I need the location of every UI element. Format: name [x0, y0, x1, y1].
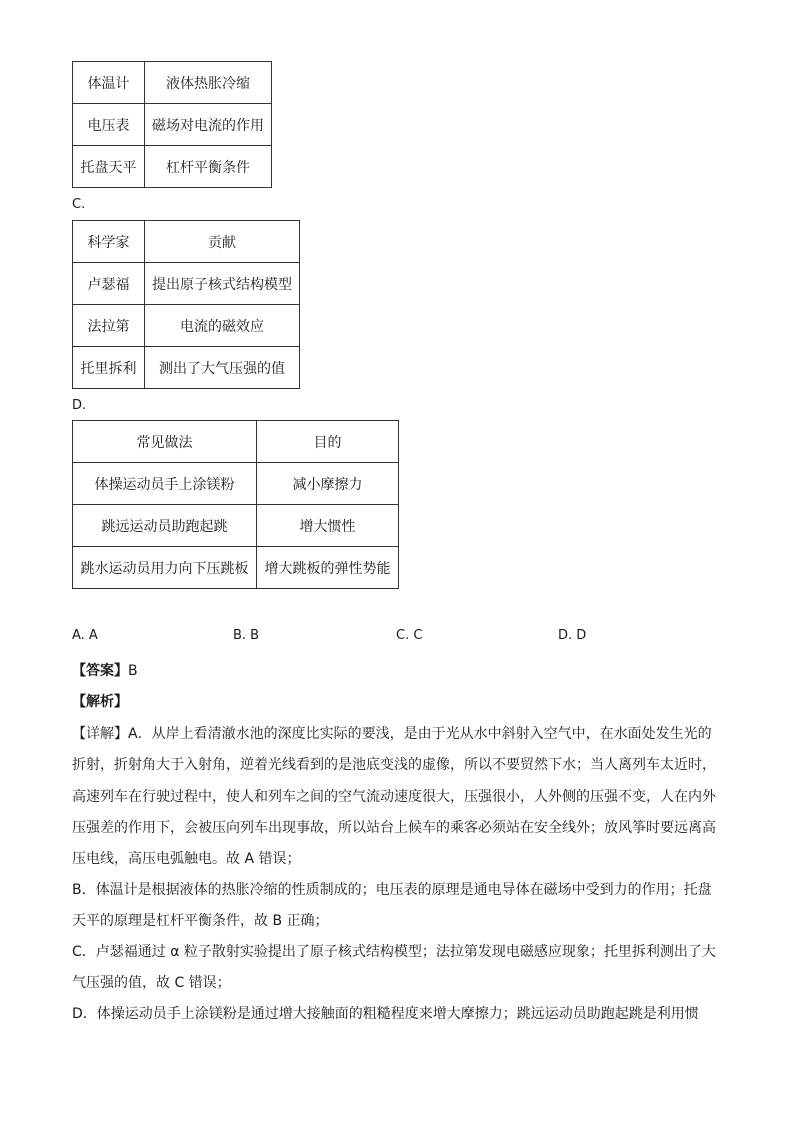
- explanation-line: C．卢瑟福通过 α 粒子散射实验提出了原子核式结构模型；法拉第发现电磁感应现象；托里拆利测出了大: [72, 944, 716, 960]
- answer-value: B: [128, 663, 138, 679]
- table-header-cell: 科学家: [73, 221, 145, 263]
- table-row: [73, 463, 399, 505]
- table-cell: 杠杆平衡条件: [145, 146, 272, 188]
- analysis-label: 【解析】: [72, 694, 128, 710]
- explanation-line: 压强差的作用下，会被压向列车出现事故，所以站台上候车的乘客必须站在安全线外；放风筝时要远离高: [72, 820, 716, 836]
- explanation-line: 压电线，高压电弧触电。故 A 错误；: [72, 851, 301, 867]
- answer-line: [72, 660, 138, 680]
- table-row: [73, 146, 272, 188]
- option-a: A. A: [72, 628, 98, 643]
- table-cell: 电流的磁效应: [145, 305, 300, 347]
- table-cell: 跳水运动员用力向下压跳板: [73, 547, 257, 589]
- explanation-line: 高速列车在行驶过程中，使人和列车之间的空气流动速度很大，压强很小，人外侧的压强不变，人在内外: [72, 789, 716, 805]
- table-cell: 测出了大气压强的值: [145, 347, 300, 389]
- explanation-line: D．体操运动员手上涂镁粉是通过增大接触面的粗糙程度来增大摩擦力；跳远运动员助跑起跳是利用惯: [72, 1006, 699, 1022]
- explanation-line: 【详解】A．从岸上看清澈水池的深度比实际的要浅，是由于光从水中斜射入空气中，在水面处发生光的: [72, 726, 712, 742]
- table-row: [73, 505, 399, 547]
- option-c: C. C: [396, 628, 423, 643]
- option-label-d: D.: [72, 398, 87, 413]
- table-c: [72, 220, 300, 389]
- table-cell: 增大惯性: [257, 505, 399, 547]
- table-cell: 托里拆利: [73, 347, 145, 389]
- table-cell: 电压表: [73, 104, 145, 146]
- table-cell: 跳远运动员助跑起跳: [73, 505, 257, 547]
- table-header-cell: 目的: [257, 421, 399, 463]
- table-cell: 提出原子核式结构模型: [145, 263, 300, 305]
- table-row: [73, 347, 300, 389]
- answer-tag: 【答案】: [72, 663, 128, 679]
- table-cell: 体操运动员手上涂镁粉: [73, 463, 257, 505]
- explanation-line: B．体温计是根据液体的热胀冷缩的性质制成的；电压表的原理是通电导体在磁场中受到力的作用；托盘: [72, 882, 712, 898]
- option-d: D. D: [558, 628, 587, 643]
- table-cell: 托盘天平: [73, 146, 145, 188]
- table-b: [72, 61, 272, 188]
- table-cell: 体温计: [73, 62, 145, 104]
- table-cell: 卢瑟福: [73, 263, 145, 305]
- table-d: [72, 420, 399, 589]
- table-header-cell: 贡献: [145, 221, 300, 263]
- table-cell: 增大跳板的弹性势能: [257, 547, 399, 589]
- table-row: [73, 104, 272, 146]
- table-row: [73, 547, 399, 589]
- table-cell: 磁场对电流的作用: [145, 104, 272, 146]
- table-row: [73, 305, 300, 347]
- explanation-line: 气压强的值，故 C 错误；: [72, 975, 231, 991]
- option-label-c: C.: [72, 197, 86, 212]
- table-cell: 减小摩擦力: [257, 463, 399, 505]
- table-cell: 法拉第: [73, 305, 145, 347]
- explanation-line: 折射，折射角大于入射角，逆着光线看到的是池底变浅的虚像，所以不要贸然下水；当人离列车太近时，: [72, 757, 716, 773]
- table-header-row: [73, 221, 300, 263]
- table-cell: 液体热胀冷缩: [145, 62, 272, 104]
- analysis-tag: [72, 691, 128, 711]
- table-row: [73, 62, 272, 104]
- option-b: B. B: [233, 628, 260, 643]
- table-header-cell: 常见做法: [73, 421, 257, 463]
- table-row: [73, 263, 300, 305]
- explanation-line: 天平的原理是杠杆平衡条件，故 B 正确；: [72, 913, 329, 929]
- table-header-row: [73, 421, 399, 463]
